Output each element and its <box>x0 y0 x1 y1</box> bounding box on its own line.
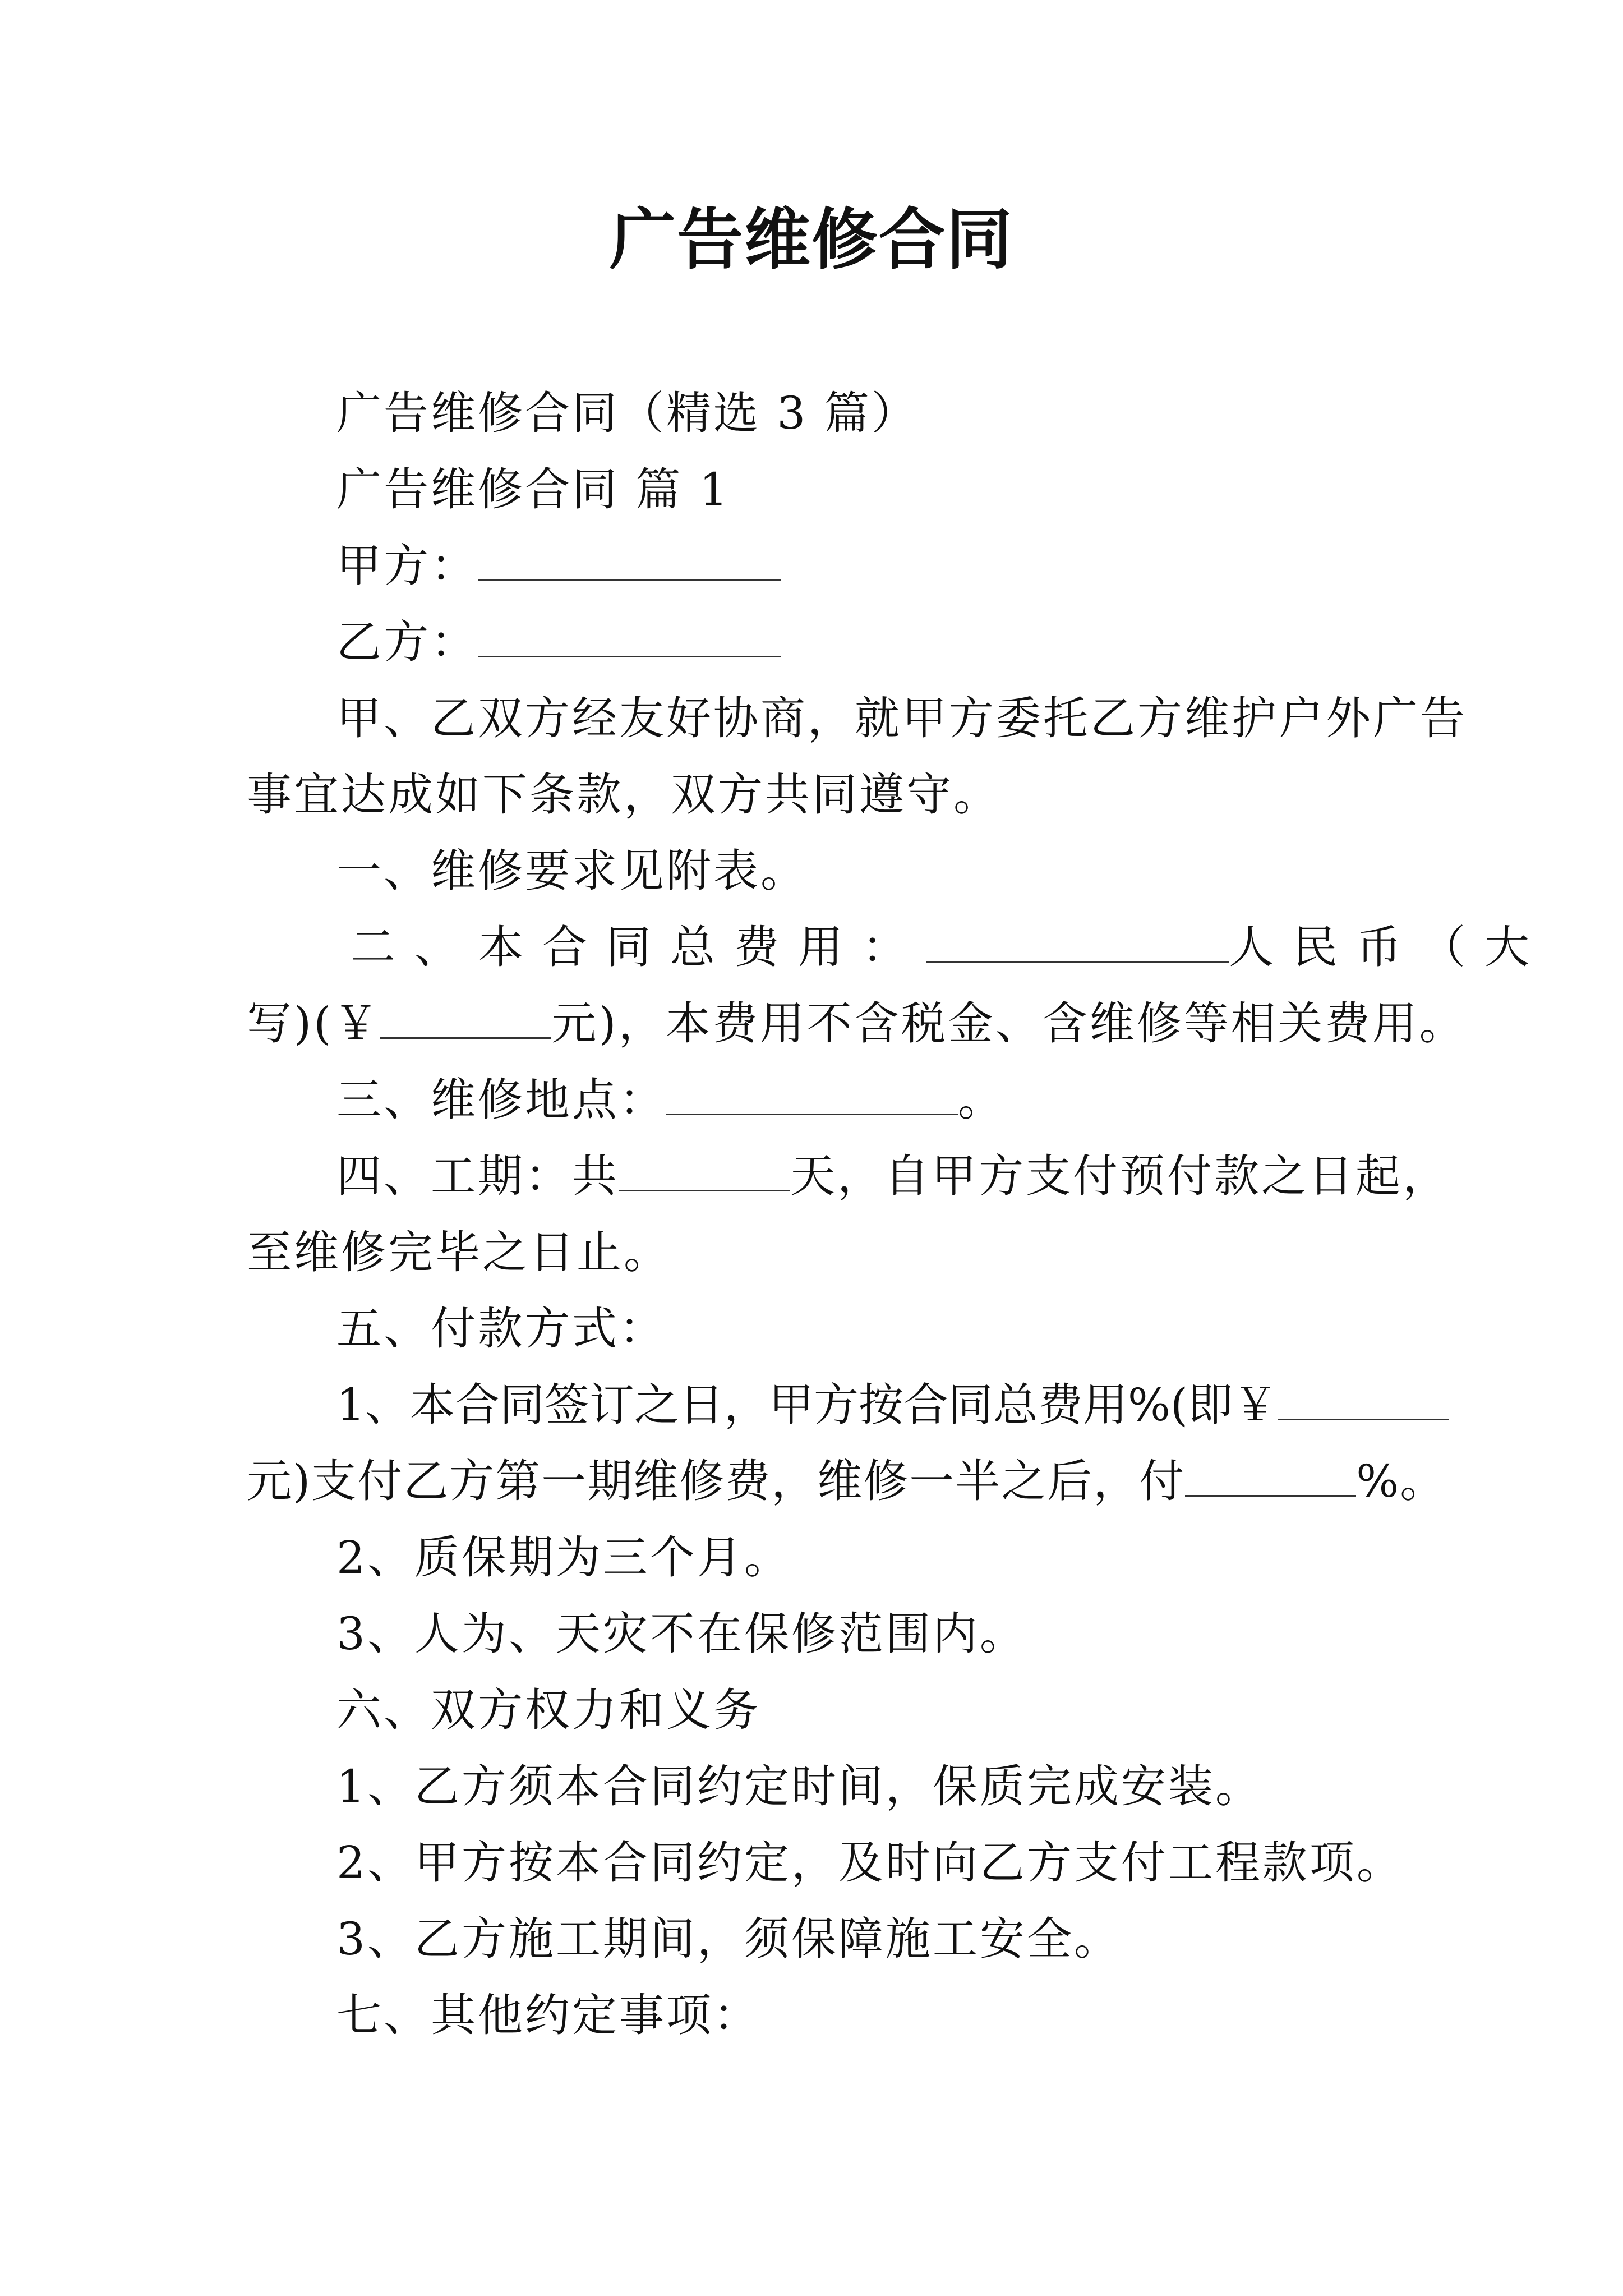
clause-3-prefix: 三、维修地点： <box>336 1074 666 1126</box>
party-b-line <box>336 611 1402 673</box>
intro-paragraph-line-1: 甲、乙双方经友好协商，就甲方委托乙方维护户外广告 <box>336 692 1467 744</box>
subtitle-line: 广告维修合同（精选 3 篇） <box>336 387 919 439</box>
clause-5: 五、付款方式： <box>336 1303 666 1355</box>
clause-6: 六、双方权力和义务 <box>336 1684 760 1736</box>
party-b-blank <box>478 619 781 657</box>
duty-2: 2、甲方按本合同约定，及时向乙方支付工程款项。 <box>336 1837 1404 1889</box>
payment-3: 3、人为、天灾不在保修范围内。 <box>336 1608 1027 1660</box>
clause-4-suffix: 天，自甲方支付预付款之日起， <box>790 1150 1450 1202</box>
clause-4-line-2: 至维修完毕之日止。 <box>247 1226 671 1278</box>
clause-2b-suffix: 元)，本费用不含税金、含维修等相关费用。 <box>551 997 1467 1050</box>
clause-2-line-1 <box>351 917 1548 978</box>
payment-1-line-2 <box>247 1451 1446 1512</box>
section-heading: 广告维修合同 篇 1 <box>336 463 730 516</box>
payment-1b-suffix: %。 <box>1356 1455 1446 1507</box>
intro-paragraph-line-2: 事宜达成如下条款，双方共同遵守。 <box>247 769 1000 821</box>
clause-2b-prefix: 写)(￥ <box>247 997 381 1050</box>
clause-2-prefix: 二、本合同总费用： <box>351 921 926 973</box>
location-blank <box>666 1076 958 1115</box>
duration-blank <box>619 1153 790 1191</box>
party-b-label: 乙方： <box>336 616 478 668</box>
payment-2: 2、质保期为三个月。 <box>336 1531 791 1584</box>
party-a-blank <box>478 542 781 581</box>
total-fee-blank <box>926 924 1229 963</box>
payment-1-line-1 <box>336 1374 1402 1436</box>
clause-7: 七、其他约定事项： <box>336 1989 760 2041</box>
percent-blank <box>1185 1458 1356 1497</box>
payment-1-prefix: 1、本合同签订之日，甲方按合同总费用%(即￥ <box>336 1379 1278 1431</box>
clause-4-line-1 <box>336 1145 1450 1207</box>
amount-blank <box>380 1000 551 1039</box>
clause-3-suffix: 。 <box>958 1074 1005 1126</box>
duty-3: 3、乙方施工期间，须保障施工安全。 <box>336 1913 1121 1965</box>
payment-1b-prefix: 元)支付乙方第一期维修费，维修一半之后，付 <box>247 1455 1186 1507</box>
clause-4-prefix: 四、工期：共 <box>336 1150 619 1202</box>
duty-1: 1、乙方须本合同约定时间，保质完成安装。 <box>336 1760 1262 1812</box>
clause-2-suffix: 人民币（大 <box>1229 921 1548 973</box>
clause-1: 一、维修要求见附表。 <box>336 845 808 897</box>
prepay-amount-blank <box>1278 1382 1449 1420</box>
clause-2-line-2 <box>247 993 1467 1055</box>
clause-3 <box>336 1069 1402 1131</box>
party-a-label: 甲方： <box>336 540 478 592</box>
document-title: 广告维修合同 <box>609 200 1013 278</box>
party-a-line <box>336 535 1402 597</box>
